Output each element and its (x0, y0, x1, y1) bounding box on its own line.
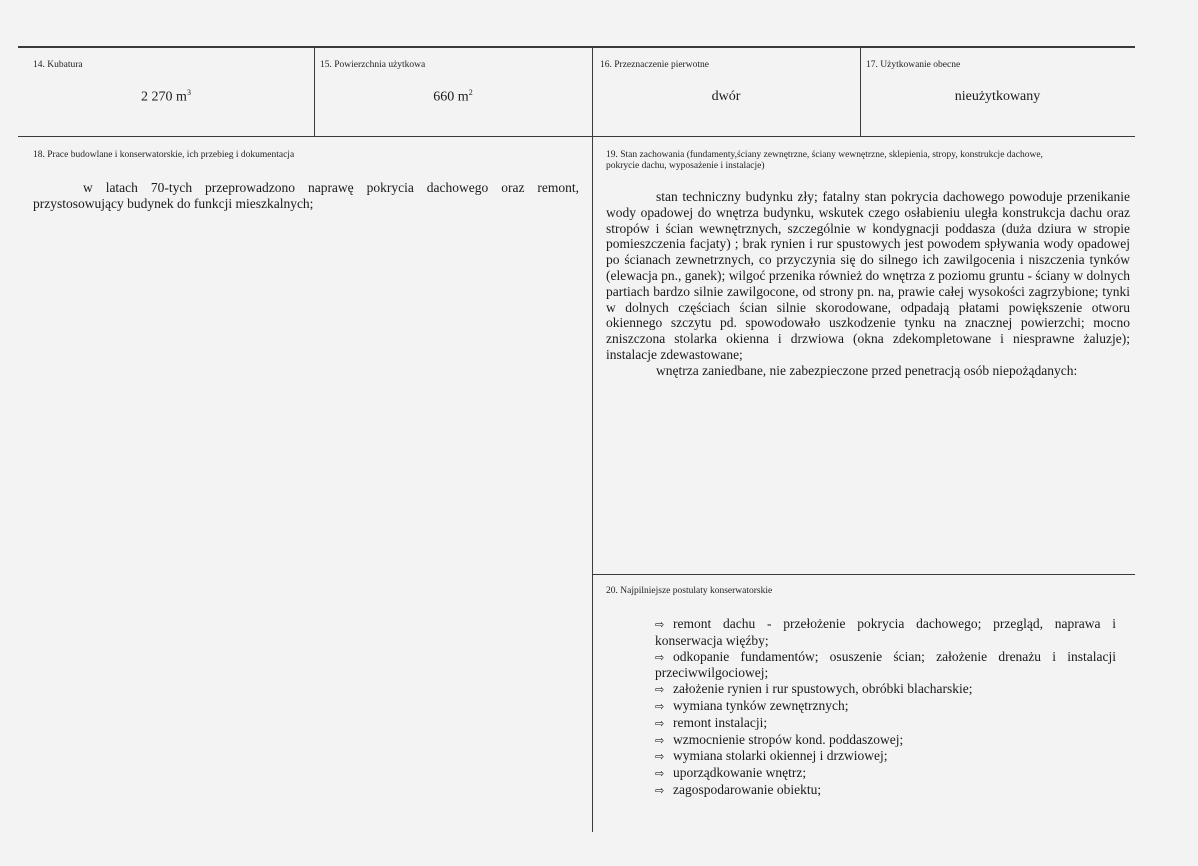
stan-text: stan techniczny budynku zły; fatalny stan pokrycia dachowego powoduje przenikanie wody opadowej do wnętrza budynku, wskutek czego osłabieniu uległa konstrukcja dachu oraz stropów i ścian wewnętrznych, szczególnie w kondygnacji poddasza (duża dziura w stropie pomieszczenia facjaty) ; brak rynien i rur spustowych jest powodem spływania wody opadowej po ścianach zewnetrznych, co przyczynia się do silnego ich zawilgocenia i niszczenia tynków (elewacja pn., ganek); wilgoć przenika również do wnętrza z poziomu gruntu - ściany w dolnych partiach bardzo silnie zawilgocone, od strony pn. na, prawie całej wysokości zagrzybione; tynki w dolnych częściach ścian silnie skorodowane, odpadają płatami powiększenie otworu okiennego szczytu pd. spowodowało uszkodzenie tynku na znacznej powierzchi; mocno zniszczona stolarka okienna i drzwiowa (okna zdekompletowane i niesprawne żaluzje); instalacje zdewastowane; (606, 189, 1130, 362)
prace-text-block (33, 180, 579, 212)
arrow-right-icon: ⇨ (655, 683, 665, 697)
postulat-item (655, 782, 1116, 799)
postulat-item (655, 649, 1116, 682)
postulat-item (655, 732, 1116, 749)
powierzchnia-label: 15. Powierzchnia użytkowa (320, 60, 426, 70)
arrow-right-icon: ⇨ (655, 650, 665, 664)
powierzchnia-value-text: 660 m (433, 89, 469, 105)
postulat-item (655, 715, 1116, 732)
prace-text: w latach 70-tych przeprowadzono naprawę pokrycia dachowego oraz remont, przystosowujący budynek do funkcji mieszkalnych; (33, 180, 579, 211)
arrow-right-icon: ⇨ (655, 618, 665, 631)
top-rule (18, 46, 1135, 48)
arrow-right-icon: ⇨ (655, 716, 665, 730)
postulat-text: wymiana stolarki okiennej i drzwiowej; (673, 748, 888, 764)
kubatura-value (18, 88, 314, 106)
postulaty-label: 20. Najpilniejsze postulaty konserwatorskie (606, 586, 773, 596)
stan-label-line2: pokrycie dachu, wyposażenie i instalacje) (606, 161, 765, 171)
postulat-item (655, 616, 1116, 649)
postulaty-list-block (655, 616, 1116, 799)
postulat-item (655, 698, 1116, 715)
section20-top-rule (592, 574, 1135, 575)
postulat-item (655, 748, 1116, 765)
arrow-right-icon: ⇨ (655, 767, 665, 781)
arrow-right-icon: ⇨ (655, 783, 665, 797)
arrow-right-icon: ⇨ (655, 699, 665, 713)
uzytkowanie-value: nieużytkowany (954, 89, 1041, 104)
postulat-text: remont dachu - przełożenie pokrycia dachowego; przegląd, naprawa i konserwacja więźby; (655, 616, 1116, 648)
postulat-item (655, 765, 1116, 782)
stan-text-2: wnętrza zaniedbane, nie zabezpieczone przed penetracją osób niepożądanych: (656, 362, 1078, 378)
kubatura-value-text: 2 270 m (141, 89, 187, 105)
postulat-text: odkopanie fundamentów; osuszenie ścian; założenie drenażu i instalacji przeciwwilgociowej; (655, 648, 1116, 681)
arrow-right-icon: ⇨ (655, 750, 665, 764)
stan-text-block (606, 189, 1130, 379)
powierzchnia-value (314, 88, 592, 106)
postulat-text: założenie rynien i rur spustowych, obróbki blacharskie; (673, 681, 973, 697)
stan-label-line1: 19. Stan zachowania (fundamenty,ściany zewnętrzne, ściany wewnętrzne, sklepienia, stropy, konstrukcje dachowe, (606, 150, 1043, 160)
kubatura-unit-exp: 3 (186, 88, 191, 97)
uzytkowanie-label: 17. Użytkowanie obecne (866, 60, 961, 70)
divider-15-16 (592, 47, 593, 832)
prace-label: 18. Prace budowlane i konserwatorskie, ich przebieg i dokumentacja (33, 150, 295, 160)
przeznaczenie-value: dwór (711, 89, 741, 104)
postulat-text: remont instalacji; (673, 714, 768, 730)
postulat-text: uporządkowanie wnętrz; (673, 765, 807, 781)
przeznaczenie-label: 16. Przeznaczenie pierwotne (600, 60, 709, 70)
arrow-right-icon: ⇨ (655, 733, 665, 747)
postulat-text: wzmocnienie stropów kond. poddaszowej; (673, 731, 904, 747)
row1-bottom-rule (18, 136, 1135, 137)
kubatura-label: 14. Kubatura (33, 60, 83, 70)
postulat-item (655, 681, 1116, 698)
postulat-text: wymiana tynków zewnętrznych; (673, 697, 849, 713)
postulaty-list (655, 616, 1116, 799)
postulat-text: zagospodarowanie obiektu; (673, 781, 822, 797)
powierzchnia-unit-exp: 2 (468, 88, 473, 97)
